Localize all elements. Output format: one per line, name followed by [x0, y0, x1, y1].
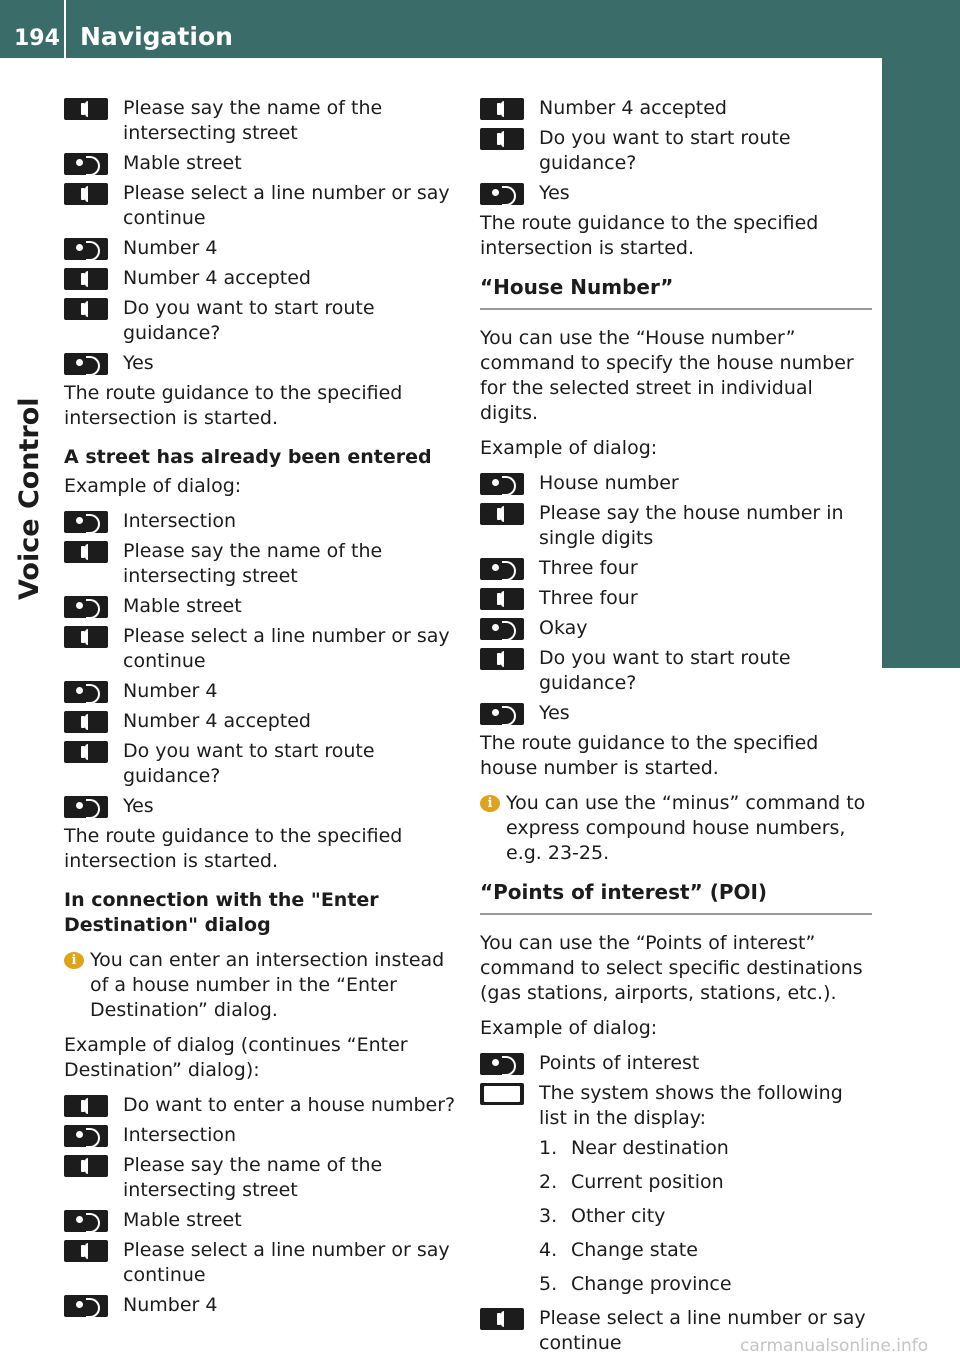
dialog-row [64, 794, 456, 819]
dialog-text: Please say the name of the intersecting street [123, 1154, 383, 1201]
voice-command-icon [64, 353, 108, 375]
paragraph: The route guidance to the specified intersection is started. [480, 212, 819, 259]
dialog-text: Do you want to start route guidance? [539, 127, 791, 174]
dialog-text: Yes [123, 352, 154, 374]
dialog-row [480, 501, 872, 551]
info-icon: i [480, 795, 500, 812]
paragraph: You can use the “House number” command to specify the house number for the selected street in individual digits. [480, 327, 854, 424]
dialog-text: Please select a line number or say continue [123, 625, 450, 672]
list-item [539, 1170, 872, 1195]
speaker-icon [64, 711, 108, 733]
voice-command-icon [64, 1125, 108, 1147]
numbered-list [539, 1136, 872, 1297]
paragraph: The route guidance to the specified intersection is started. [64, 825, 403, 872]
info-note [480, 791, 872, 866]
paragraph: You can use the “Points of interest” command to select specific destinations (gas stations, airports, stations, etc.). [480, 932, 863, 1004]
voice-command-icon [64, 153, 108, 175]
left-column [64, 96, 456, 1323]
list-item [539, 1136, 872, 1161]
dialog-row [64, 181, 456, 231]
voice-command-icon [480, 1053, 524, 1075]
dialog-text: Please select a line number or say continue [123, 1239, 450, 1286]
speaker-icon [480, 588, 524, 610]
dialog-block [480, 96, 872, 206]
speaker-icon [64, 1155, 108, 1177]
section-title: Navigation [80, 22, 233, 51]
dialog-text: Three four [539, 587, 638, 609]
speaker-icon [480, 1308, 524, 1330]
side-tab-label: Voice Control [14, 397, 45, 600]
dialog-row [480, 126, 872, 176]
dialog-row [64, 539, 456, 589]
dialog-text: Intersection [123, 510, 237, 532]
side-tab [882, 58, 960, 668]
voice-command-icon [480, 183, 524, 205]
paragraph: The route guidance to the specified intersection is started. [64, 382, 403, 429]
list-item [539, 1272, 872, 1297]
speaker-icon [64, 541, 108, 563]
dialog-row [64, 509, 456, 534]
dialog-text: Intersection [123, 1124, 237, 1146]
dialog-row [64, 1208, 456, 1233]
speaker-icon [64, 298, 108, 320]
dialog-row [480, 701, 872, 726]
dialog-text: Please select a line number or say continue [123, 182, 450, 229]
dialog-text: Mable street [123, 1209, 242, 1231]
info-text: You can enter an intersection instead of a house number in the “Enter Destination” dialog. [90, 949, 445, 1021]
dialog-text: Do you want to start route guidance? [539, 647, 791, 694]
dialog-block [480, 471, 872, 726]
dialog-row [64, 96, 456, 146]
dialog-block [64, 1093, 456, 1318]
list-text: Change state [571, 1239, 698, 1261]
dialog-row [480, 1051, 872, 1076]
list-item [539, 1204, 872, 1229]
dialog-text: Do you want to start route guidance? [123, 740, 375, 787]
voice-command-icon [64, 1210, 108, 1232]
dialog-row [64, 351, 456, 376]
dialog-block [64, 96, 456, 376]
dialog-text: The system shows the following list in the display: [539, 1082, 843, 1129]
speaker-icon [64, 1240, 108, 1262]
dialog-text: Please select a line number or say continue [539, 1307, 866, 1354]
subheading: “Points of interest” (POI) [480, 880, 872, 915]
voice-command-icon [480, 473, 524, 495]
dialog-row [64, 236, 456, 261]
voice-command-icon [480, 703, 524, 725]
speaker-icon [64, 1095, 108, 1117]
voice-command-icon [64, 796, 108, 818]
speaker-icon [64, 741, 108, 763]
dialog-block [64, 509, 456, 819]
subheading: “House Number” [480, 275, 872, 310]
dialog-row [480, 96, 872, 121]
dialog-text: Number 4 [123, 680, 218, 702]
dialog-text: Number 4 [123, 1294, 218, 1316]
list-text: Change province [571, 1273, 732, 1295]
paragraph: Example of dialog: [480, 437, 658, 459]
dialog-text: Please say the house number in single digits [539, 502, 844, 549]
heading: In connection with the "Enter Destination" dialog [64, 889, 379, 936]
dialog-row [64, 1153, 456, 1203]
dialog-row [480, 586, 872, 611]
list-item [539, 1238, 872, 1263]
header-divider [64, 0, 66, 58]
dialog-text: Three four [539, 557, 638, 579]
list-number: 3. [539, 1205, 558, 1227]
page-number: 194 [14, 26, 60, 51]
right-column [480, 96, 872, 1361]
dialog-row [64, 624, 456, 674]
dialog-row [480, 616, 872, 641]
voice-command-icon [480, 618, 524, 640]
dialog-text: Yes [123, 795, 154, 817]
dialog-text: Please say the name of the intersecting street [123, 97, 383, 144]
dialog-text: Yes [539, 702, 570, 724]
dialog-text: Number 4 accepted [123, 267, 311, 289]
dialog-row [64, 266, 456, 291]
dialog-row [64, 296, 456, 346]
voice-command-icon [64, 1295, 108, 1317]
voice-command-icon [64, 238, 108, 260]
dialog-text: Number 4 accepted [539, 97, 727, 119]
voice-command-icon [64, 681, 108, 703]
list-text: Current position [571, 1171, 724, 1193]
dialog-row [64, 1093, 456, 1118]
info-note [64, 948, 456, 1023]
dialog-text: Number 4 accepted [123, 710, 311, 732]
voice-command-icon [480, 558, 524, 580]
dialog-text: Do you want to start route guidance? [123, 297, 375, 344]
list-text: Near destination [571, 1137, 729, 1159]
dialog-row [480, 556, 872, 581]
dialog-row [480, 646, 872, 696]
dialog-text: Points of interest [539, 1052, 700, 1074]
list-number: 4. [539, 1239, 558, 1261]
watermark: carmanualsonline.info [740, 1336, 929, 1356]
dialog-text: Number 4 [123, 237, 218, 259]
speaker-icon [480, 98, 524, 120]
dialog-text: House number [539, 472, 679, 494]
speaker-icon [64, 183, 108, 205]
dialog-row [480, 181, 872, 206]
dialog-text: Yes [539, 182, 570, 204]
dialog-text: Do want to enter a house number? [123, 1094, 456, 1116]
dialog-row [64, 739, 456, 789]
paragraph: Example of dialog: [480, 1017, 658, 1039]
dialog-row [64, 679, 456, 704]
page-header [0, 0, 960, 58]
dialog-text: Okay [539, 617, 588, 639]
speaker-icon [480, 503, 524, 525]
speaker-icon [64, 268, 108, 290]
info-icon: i [64, 952, 84, 969]
speaker-icon [64, 98, 108, 120]
dialog-row [64, 1293, 456, 1318]
heading: A street has already been entered [64, 446, 432, 468]
speaker-icon [64, 626, 108, 648]
dialog-row [480, 1081, 872, 1131]
dialog-row [64, 151, 456, 176]
paragraph: Example of dialog (continues “Enter Destination” dialog): [64, 1034, 408, 1081]
paragraph: Example of dialog: [64, 475, 242, 497]
list-number: 1. [539, 1137, 558, 1159]
speaker-icon [480, 648, 524, 670]
display-icon [480, 1083, 524, 1105]
list-number: 2. [539, 1171, 558, 1193]
voice-command-icon [64, 596, 108, 618]
list-text: Other city [571, 1205, 666, 1227]
speaker-icon [480, 128, 524, 150]
list-number: 5. [539, 1273, 558, 1295]
dialog-text: Mable street [123, 595, 242, 617]
dialog-text: Please say the name of the intersecting street [123, 540, 383, 587]
dialog-row [64, 594, 456, 619]
paragraph: The route guidance to the specified house number is started. [480, 732, 819, 779]
info-text: You can use the “minus” command to express compound house numbers, e.g. 23-25. [506, 792, 866, 864]
dialog-row [480, 471, 872, 496]
voice-command-icon [64, 511, 108, 533]
dialog-text: Mable street [123, 152, 242, 174]
dialog-row [64, 1238, 456, 1288]
dialog-row [64, 1123, 456, 1148]
dialog-row [64, 709, 456, 734]
